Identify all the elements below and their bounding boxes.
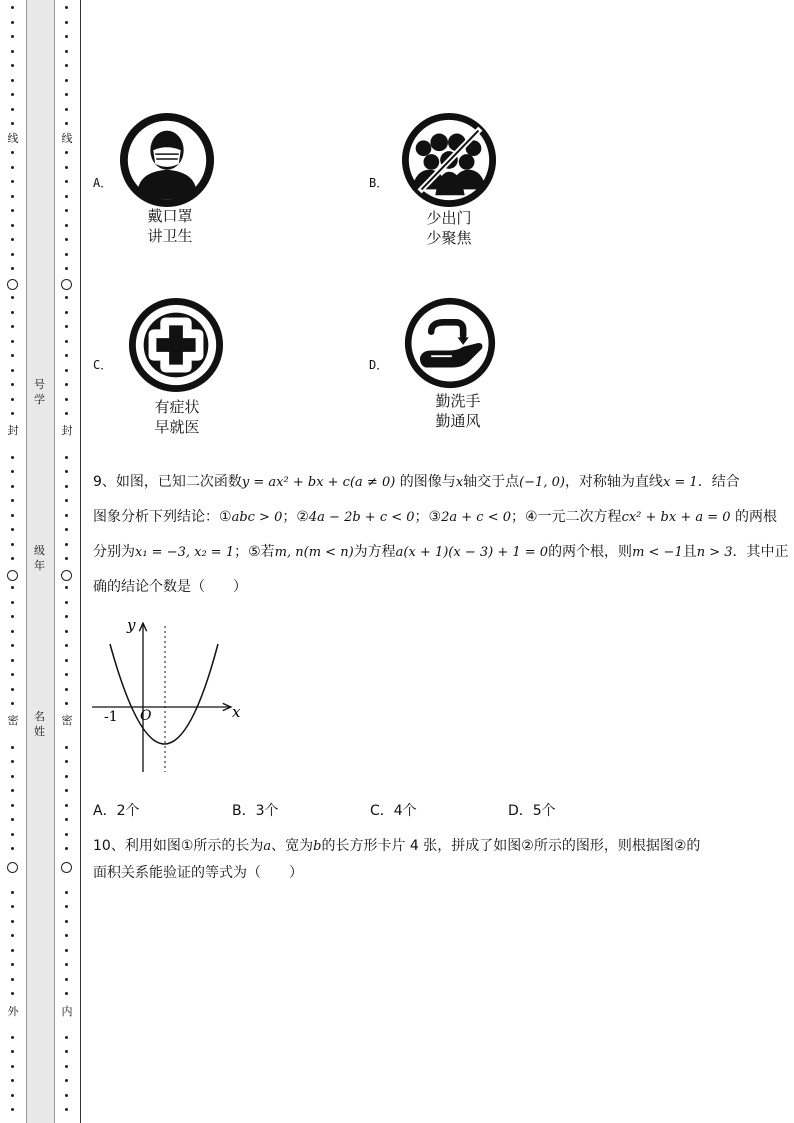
- cut-line-dot: [65, 528, 68, 531]
- cut-line-dot: [65, 253, 68, 256]
- cut-line-dot: [65, 934, 68, 937]
- q9-math: m < −1: [632, 545, 683, 560]
- cut-line-dot: [65, 1094, 68, 1097]
- cut-line-dot: [65, 485, 68, 488]
- cut-line-dot: [65, 514, 68, 517]
- cut-line-dot: [65, 166, 68, 169]
- q9-text: ；⑤若: [234, 544, 275, 560]
- q9-text: ；③: [414, 509, 442, 525]
- caption-see-doctor: 早就医: [154, 418, 200, 436]
- cut-line-dot: [11, 601, 14, 604]
- cut-line-dot: [65, 847, 68, 850]
- cut-line-dot: [65, 369, 68, 372]
- q9-choice-d: D．5个: [508, 803, 556, 819]
- margin-label-nei: 内: [61, 1005, 73, 1018]
- q9-math: x = 1: [662, 475, 698, 490]
- cut-line-dot: [65, 50, 68, 53]
- cut-line-dot: [65, 108, 68, 111]
- cut-line-dot: [11, 891, 14, 894]
- dotted-line-inner: [54, 0, 80, 1123]
- cut-line-dot: [11, 818, 14, 821]
- cut-line-dot: [65, 818, 68, 821]
- cut-line-dot: [11, 543, 14, 546]
- q9-text: ，对称轴为直线: [564, 474, 663, 490]
- q9-math: m, n(m < n): [274, 545, 354, 560]
- cut-line-dot: [11, 746, 14, 749]
- cut-line-dot: [65, 412, 68, 415]
- q9-text: 图象分析下列结论：①: [93, 509, 232, 525]
- q9-choice-b: B．3个: [232, 803, 279, 819]
- margin-label-xian-inner: 线: [61, 132, 73, 145]
- question-10: [93, 833, 753, 886]
- cut-line-dot: [65, 1050, 68, 1053]
- cut-line-dot: [11, 456, 14, 459]
- caption-symptoms: 有症状: [154, 398, 200, 416]
- cut-line-dot: [11, 166, 14, 169]
- hand-wash-icon: [400, 296, 500, 390]
- cut-line-dot: [65, 325, 68, 328]
- cut-line-dot: [65, 949, 68, 952]
- cut-line-dot: [65, 891, 68, 894]
- q9-text: 轴交于点: [463, 474, 520, 490]
- cut-line-dot: [11, 340, 14, 343]
- cut-line-dot: [65, 238, 68, 241]
- cut-line-dot: [11, 760, 14, 763]
- cut-line-dot: [65, 180, 68, 183]
- cut-line-dot: [11, 920, 14, 923]
- origin-label: O: [140, 708, 152, 724]
- dotted-line-outer: [0, 0, 26, 1123]
- cut-line-dot: [11, 905, 14, 908]
- cut-line-dot: [65, 64, 68, 67]
- cut-line-dot: [11, 673, 14, 676]
- binding-hole-mark: [7, 570, 18, 581]
- cut-line-dot: [11, 354, 14, 357]
- cut-line-dot: [11, 978, 14, 981]
- medical-cross-icon: [126, 296, 226, 394]
- cut-line-dot: [11, 615, 14, 618]
- q9-text: 9、如图，已知二次函数: [93, 474, 242, 490]
- parabola-curve: [110, 644, 218, 744]
- cut-line-dot: [11, 1065, 14, 1068]
- field-label-grade: 级年: [34, 544, 45, 572]
- cut-line-dot: [11, 311, 14, 314]
- cut-line-dot: [11, 702, 14, 705]
- cut-line-dot: [11, 50, 14, 53]
- cut-line-dot: [65, 398, 68, 401]
- cut-line-dot: [65, 601, 68, 604]
- cut-line-dot: [65, 6, 68, 9]
- cut-line-dot: [11, 224, 14, 227]
- caption-stay-home: 少出门: [426, 209, 472, 227]
- margin-label-mi-inner: 密: [61, 714, 73, 727]
- cut-line-dot: [11, 630, 14, 633]
- cut-line-dot: [11, 847, 14, 850]
- cut-line-dot: [65, 35, 68, 38]
- cut-line-dot: [65, 992, 68, 995]
- q9-math: (−1, 0): [519, 475, 565, 490]
- cut-line-dot: [11, 804, 14, 807]
- q9-text: ；④一元二次方程: [511, 509, 622, 525]
- option-a-letter: A．: [93, 176, 113, 190]
- margin-label-feng-outer: 封: [7, 424, 19, 437]
- cut-line-dot: [11, 209, 14, 212]
- cut-line-dot: [65, 673, 68, 676]
- q9-text: 的两个根，则: [548, 544, 633, 560]
- q9-line-1: [93, 465, 753, 500]
- cut-line-dot: [65, 644, 68, 647]
- q9-math: 4a − 2b + c < 0: [308, 510, 415, 525]
- cut-line-dot: [65, 470, 68, 473]
- binding-hole-mark: [7, 862, 18, 873]
- cut-line-dot: [11, 6, 14, 9]
- cut-line-dot: [11, 1079, 14, 1082]
- cut-line-dot: [11, 789, 14, 792]
- binding-margin-inner: [54, 0, 81, 1123]
- cut-line-dot: [11, 992, 14, 995]
- neg-one-label: -1: [104, 709, 118, 725]
- q9-text: ．其中正: [732, 544, 789, 560]
- cut-line-dot: [11, 151, 14, 154]
- cut-line-dot: [11, 557, 14, 560]
- q9-choice-c: C．4个: [370, 803, 417, 819]
- q10-text: 、宽为: [271, 838, 314, 854]
- caption-wear-mask: 戴口罩: [147, 207, 193, 225]
- parabola-graph: [90, 614, 250, 774]
- cut-line-dot: [65, 499, 68, 502]
- cut-line-dot: [65, 1079, 68, 1082]
- caption-ventilate: 勤通风: [435, 412, 481, 430]
- q9-math: abc > 0: [231, 510, 283, 525]
- cut-line-dot: [11, 35, 14, 38]
- cut-line-dot: [11, 93, 14, 96]
- q10-math: b: [313, 839, 322, 854]
- cut-line-dot: [11, 688, 14, 691]
- cut-line-dot: [65, 93, 68, 96]
- cut-line-dot: [65, 746, 68, 749]
- q9-math: cx² + bx + a = 0: [621, 510, 731, 525]
- q9-text: ；②: [282, 509, 309, 525]
- binding-hole-mark: [7, 279, 18, 290]
- q9-text: 的图像与: [399, 474, 456, 490]
- q10-text: 的长方形卡片 4 张，拼成了如图②所示的图形，则根据图②的: [321, 838, 701, 854]
- cut-line-dot: [65, 1108, 68, 1111]
- cut-line-dot: [65, 1065, 68, 1068]
- q9-text: ．结合: [697, 474, 740, 490]
- cut-line-dot: [65, 963, 68, 966]
- cut-line-dot: [11, 949, 14, 952]
- margin-label-mi-outer: 密: [7, 714, 19, 727]
- cut-line-dot: [11, 1036, 14, 1039]
- cut-line-dot: [11, 195, 14, 198]
- cut-line-dot: [11, 325, 14, 328]
- option-d-letter: D．: [369, 358, 389, 372]
- cut-line-dot: [11, 398, 14, 401]
- cut-line-dot: [11, 296, 14, 299]
- binding-hole-mark: [61, 862, 72, 873]
- cut-line-dot: [11, 934, 14, 937]
- y-axis-label: y: [127, 616, 136, 634]
- option-c-letter: C．: [93, 358, 113, 372]
- q9-math: a(x + 1)(x − 3) + 1 = 0: [395, 545, 549, 560]
- cut-line-dot: [65, 557, 68, 560]
- cut-line-dot: [11, 659, 14, 662]
- question-9: [93, 465, 789, 604]
- cut-line-dot: [65, 311, 68, 314]
- mask-face-icon: [118, 111, 216, 209]
- cut-line-dot: [11, 180, 14, 183]
- q9-line-4: 确的结论个数是（ ）: [93, 579, 247, 595]
- q9-math: 2a + c < 0: [441, 510, 511, 525]
- q10-math: a: [263, 839, 272, 854]
- cut-line-dot: [11, 644, 14, 647]
- q9-math: x₁ = −3, x₂ = 1: [135, 545, 235, 560]
- cut-line-dot: [65, 383, 68, 386]
- cut-line-dot: [65, 543, 68, 546]
- option-b-letter: B．: [369, 176, 389, 190]
- cut-line-dot: [11, 775, 14, 778]
- cut-line-dot: [65, 789, 68, 792]
- cut-line-dot: [11, 485, 14, 488]
- cut-line-dot: [65, 224, 68, 227]
- caption-hygiene: 讲卫生: [147, 227, 193, 245]
- cut-line-dot: [11, 369, 14, 372]
- cut-line-dot: [11, 253, 14, 256]
- q9-text: 的两根: [735, 509, 777, 525]
- cut-line-dot: [11, 64, 14, 67]
- binding-margin-outer: [0, 0, 26, 1123]
- cut-line-dot: [11, 833, 14, 836]
- cut-line-dot: [65, 920, 68, 923]
- cut-line-dot: [11, 963, 14, 966]
- margin-label-wai: 外: [7, 1005, 19, 1018]
- cut-line-dot: [11, 79, 14, 82]
- cut-line-dot: [65, 978, 68, 981]
- no-crowd-icon: [400, 111, 498, 209]
- cut-line-dot: [65, 615, 68, 618]
- cut-line-dot: [65, 267, 68, 270]
- cut-line-dot: [65, 804, 68, 807]
- cut-line-dot: [11, 267, 14, 270]
- cut-line-dot: [11, 499, 14, 502]
- cut-line-dot: [11, 1108, 14, 1111]
- cut-line-dot: [65, 296, 68, 299]
- q10-line-2: 面积关系能验证的等式为（ ）: [93, 865, 303, 881]
- binding-hole-mark: [61, 570, 72, 581]
- cut-line-dot: [11, 108, 14, 111]
- cut-line-dot: [65, 151, 68, 154]
- cut-line-dot: [11, 21, 14, 24]
- cut-line-dot: [65, 630, 68, 633]
- q9-choice-a: A．2个: [93, 803, 140, 819]
- cut-line-dot: [65, 905, 68, 908]
- cut-line-dot: [11, 514, 14, 517]
- field-label-name: 名姓: [34, 710, 45, 738]
- cut-line-dot: [11, 122, 14, 125]
- margin-label-feng-inner: 封: [61, 424, 73, 437]
- x-axis-label: x: [232, 703, 241, 721]
- cut-line-dot: [65, 456, 68, 459]
- cut-line-dot: [65, 209, 68, 212]
- field-label-student-number: 号学: [34, 378, 45, 406]
- q9-math: y = ax² + bx + c(a ≠ 0): [241, 475, 396, 490]
- q9-line-2: [93, 500, 777, 535]
- cut-line-dot: [65, 1036, 68, 1039]
- cut-line-dot: [65, 702, 68, 705]
- q9-math: x: [455, 475, 464, 490]
- cut-line-dot: [11, 586, 14, 589]
- cut-line-dot: [11, 528, 14, 531]
- q9-text: 且: [682, 544, 697, 560]
- cut-line-dot: [11, 1094, 14, 1097]
- q9-text: 分别为: [93, 544, 135, 560]
- cut-line-dot: [11, 1050, 14, 1053]
- cut-line-dot: [65, 833, 68, 836]
- cut-line-dot: [65, 21, 68, 24]
- caption-avoid-gathering: 少聚焦: [426, 229, 472, 247]
- cut-line-dot: [65, 775, 68, 778]
- q10-text: 10、利用如图①所示的长为: [93, 838, 264, 854]
- cut-line-dot: [65, 195, 68, 198]
- cut-line-dot: [65, 659, 68, 662]
- cut-line-dot: [11, 470, 14, 473]
- margin-label-xian-outer: 线: [7, 132, 19, 145]
- cut-line-dot: [11, 383, 14, 386]
- cut-line-dot: [65, 760, 68, 763]
- cut-line-dot: [11, 238, 14, 241]
- cut-line-dot: [65, 79, 68, 82]
- cut-line-dot: [65, 586, 68, 589]
- cut-line-dot: [11, 412, 14, 415]
- caption-wash-hands: 勤洗手: [435, 392, 481, 410]
- cut-line-dot: [65, 688, 68, 691]
- cut-line-dot: [65, 354, 68, 357]
- cut-line-dot: [65, 122, 68, 125]
- q9-line-3: [93, 535, 789, 570]
- q9-text: 为方程: [353, 544, 396, 560]
- cut-line-dot: [65, 340, 68, 343]
- q10-line-1: [93, 833, 753, 860]
- binding-hole-mark: [61, 279, 72, 290]
- q9-math: n > 3: [696, 545, 733, 560]
